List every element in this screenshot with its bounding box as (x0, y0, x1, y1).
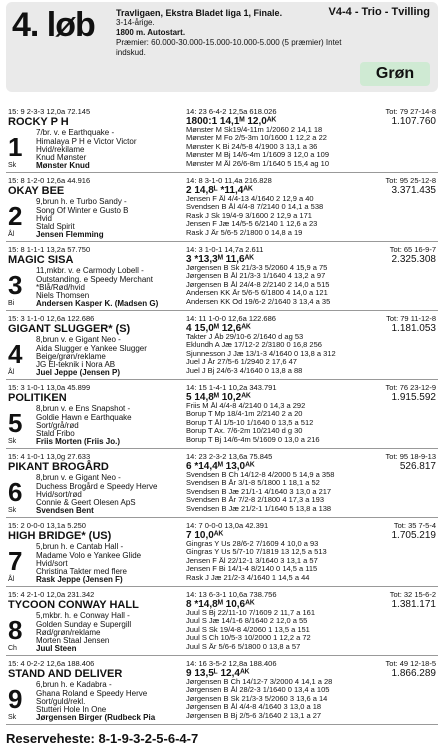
colors: Sort/guld/rekl. (36, 696, 86, 706)
career-earnings: 526.817 (399, 461, 436, 473)
start-line: Juel J År 27/5-6 1/2940 2 17,6 47 (186, 358, 297, 367)
colors: Rød/grøn/reklame (36, 627, 101, 637)
pedigree-line1: 8,brun v. e Gigant Neo - (36, 335, 121, 345)
owner: Stald Fribo (36, 429, 75, 439)
start-line: Eklundh A Jæ 17/12-2 2/3180 0 16,8 256 (186, 341, 322, 350)
driver: Juel Jeppe (Jensen P) (36, 368, 121, 378)
horse-pedigree (8, 198, 183, 239)
horse-name: HIGH BRIDGE* (US) (8, 530, 112, 543)
game-type: V4-4 - Trio - Tvilling (328, 6, 430, 18)
start-line: Juul S Bj 22/11-10 7/1609 2 11,7 a 161 (186, 609, 315, 617)
career-earnings: 1.915.592 (391, 392, 436, 404)
horse-info (8, 177, 183, 240)
pedigree-line2: Goldie Hawn e Earthquake (36, 412, 132, 422)
career-stats: Tot: 32 15-6-2 (389, 590, 436, 599)
trainer-track: Sk (8, 437, 17, 445)
recent-starts (186, 678, 438, 720)
start-number: 6 (8, 477, 23, 507)
start-line: Juul S År 5/6-6 5/1800 0 13,8 a 57 (186, 642, 301, 651)
start-line: Rask J Sk 19/4-9 3/1600 2 12,9 a 171 (186, 211, 312, 220)
start-number: 4 (8, 339, 23, 369)
race-info-line1: Travligaen, Ekstra Bladet liga 1, Finale. (116, 8, 283, 18)
driver: Jensen Flemming (36, 230, 104, 240)
pedigree-line1: 11,mkbr. v. e Carmody Lobell - (36, 266, 144, 276)
start-line: Svendsen B År 7/2-8 2/1800 4 17,3 a 193 (186, 496, 325, 505)
pedigree-line2: Golden Sunday e Supergill (36, 619, 132, 629)
driver: Andersen Kasper K. (Madsen G) (36, 299, 159, 309)
start-line: Sjunnesson J Jæ 13/1-3 4/1640 0 13,8 a 312 (186, 349, 336, 358)
start-line: Rask J Jæ 21/2-3 4/1640 1 14,5 a 44 (186, 573, 310, 582)
horse-pedigree (8, 474, 183, 515)
start-line: Borup T Ax. 7/6-2m 10/2140 d g 30 (186, 427, 303, 436)
horse-info (8, 522, 183, 585)
prior-year-stats: 14: 3 1-0-1 14,7a 2.611 (186, 245, 264, 254)
colors: Hvid/sort/rød (36, 489, 82, 499)
horse-info (8, 453, 183, 516)
horse-name: PIKANT BROGÅRD (8, 461, 109, 474)
season-record (186, 660, 336, 679)
pedigree-line1: 7/br. v. e Earthquake - (36, 128, 115, 138)
start-number: 7 (8, 546, 23, 576)
pedigree-line2: Ghana Roland e Speedy Herve (36, 688, 148, 698)
season-record (186, 384, 336, 403)
start-line: Jørgensen B Sk 21/3-3 5/2060 3 13,6 a 14 (186, 694, 328, 703)
career-earnings: 2.325.308 (391, 254, 436, 266)
start-line: Jørgensen B Ål 24/4-8 2/2140 2 14,0 a 515 (186, 280, 330, 289)
year-stats: 15: 4 2-1-0 12,0a 231.342 (8, 590, 95, 599)
start-line: Mønster M Ål 26/6-8m 1/1640 5 15,4 ag 10 (186, 159, 329, 168)
horse-entry (6, 380, 438, 449)
start-line: Rask J År 5/6-5 2/1800 0 14,8 a 19 (186, 228, 303, 237)
year-stats: 15: 3 1-1-0 12,6a 122.686 (8, 314, 95, 323)
career-stats: Tot: 95 18-9-13 (385, 452, 436, 461)
horse-entry (6, 311, 438, 380)
driver: Friis Morten (Friis Jo.) (36, 437, 121, 447)
driver: Jørgensen Birger (Rudbeck Pia (36, 713, 156, 723)
start-line: Jørgensen B Ch 14/12-7 3/2000 4 14,1 a 28 (186, 678, 333, 686)
trainer-track: Sk (8, 161, 17, 169)
pedigree-line2: Song Of Winter e Gusto B (36, 205, 129, 215)
start-line: Mønster M Sk19/4-11m 1/2060 2 14,1 18 (186, 126, 323, 134)
horse-pedigree (8, 267, 183, 308)
trainer-track: Sk (8, 506, 17, 514)
start-line: Svendsen B Ål 4/4-8 7/2140 0 14,1 a 538 (186, 203, 324, 212)
career-earnings: 1.705.219 (391, 530, 436, 542)
year-stats: 15: 4 0-2-2 12,6a 188.406 (8, 659, 95, 668)
prior-year-stats: 14: 13 6-3-1 10,6a 738.756 (186, 590, 277, 599)
pedigree-line1: 6,brun h. e Kadabra - (36, 680, 112, 690)
prior-year-stats: 14: 23 2-3-2 13,6a 75.845 (186, 452, 273, 461)
recent-starts (186, 126, 438, 168)
trainer-track: Ål (8, 230, 15, 238)
colors: Hvid/sort (36, 558, 68, 568)
pedigree-line2: Duchess Brogård e Speedy Herve (36, 481, 158, 491)
post-and-records: 5 14,8ᴹ 10,2ᴬᴷ (186, 392, 251, 404)
start-line: Juul S Jæ 14/1-6 8/1640 2 12,0 a 55 (186, 617, 308, 626)
trainer-track: Bi (8, 299, 15, 307)
start-line: Svendsen B Ch 14/12-8 4/2000 5 14,9 a 358 (186, 471, 335, 479)
recent-starts (186, 471, 438, 513)
year-stats: 15: 9 2-3-3 12,0a 72.145 (8, 107, 91, 116)
start-line: Andersen KK Od 19/6-2 2/1640 3 13,4 a 35 (186, 297, 331, 306)
reserve-horses: Reserveheste: 8-1-9-3-2-5-6-4-7 (6, 731, 199, 746)
season-record (186, 177, 336, 196)
driver: Mønster Knud (36, 161, 90, 171)
race-info-line4: Præmier: 60.000-30.000-15.000-10.000-5.000 (5 præmier) Intet indskud. (116, 38, 342, 57)
year-stats: 15: 4 1-0-1 13,0g 27.633 (8, 452, 91, 461)
season-record (186, 453, 336, 472)
start-line: Svendsen B Jæ 21/2-1 1/1640 5 13,8 a 138 (186, 504, 332, 513)
start-line: Juul S Ch 10/5-3 10/2000 1 12,2 a 72 (186, 634, 311, 643)
horse-pedigree (8, 543, 183, 584)
horse-entry (6, 518, 438, 587)
season-record (186, 522, 336, 541)
owner: Stald Spirit (36, 222, 75, 232)
pedigree-line1: 5,brun h. e Cantab Hall - (36, 542, 124, 552)
career-earnings: 1.866.289 (391, 668, 436, 680)
horse-info (8, 660, 183, 723)
start-number: 8 (8, 615, 23, 645)
start-line: Gingras Y Us 5/7-10 7/1819 13 12,5 a 513 (186, 548, 327, 557)
career-stats: Tot: 79 27-14-8 (385, 107, 436, 116)
horse-name: TYCOON CONWAY HALL (8, 599, 139, 612)
race-info-line2: 3-14-årige. (116, 18, 155, 27)
horse-entry (6, 173, 438, 242)
start-line: Jørgensen B Ål 28/2-3 1/1640 0 13,4 a 105 (186, 686, 330, 695)
start-number: 2 (8, 201, 23, 231)
career-stats: Tot: 95 25-12-8 (385, 176, 436, 185)
post-and-records: 3 *13,3ᴹ 11,6ᴬᴷ (186, 254, 255, 266)
pedigree-line1: 8,brun v. e Ens Snapshot - (36, 404, 131, 414)
horse-name: MAGIC SISA (8, 254, 74, 267)
horse-name: POLITIKEN (8, 392, 67, 405)
post-and-records: 4 15,0ᴹ 12,6ᴬᴷ (186, 323, 251, 335)
colors: Sort/grå/rød (36, 420, 79, 430)
start-line: Andersen KK År 5/6-5 6/1800 4 14,0 a 121 (186, 289, 328, 298)
horse-entry (6, 242, 438, 311)
driver: Juul Steen (36, 644, 77, 654)
post-and-records: 6 *14,4ᴹ 13,0ᴬᴷ (186, 461, 255, 473)
race-header (6, 2, 438, 92)
horse-name: STAND AND DELIVER (8, 668, 123, 681)
owner: Niels Thomsen (36, 291, 90, 301)
recent-starts (186, 402, 438, 444)
year-stats: 15: 3 1-0-1 13,0a 45.899 (8, 383, 91, 392)
start-line: Juul S Sk 19/4-8 4/2060 1 13,5 a 151 (186, 625, 310, 634)
start-number: 3 (8, 270, 23, 300)
pedigree-line2: Aida Slugger e Yankee Slugger (36, 343, 147, 353)
prior-year-stats: 14: 23 6-4-2 12,5a 618.026 (186, 107, 277, 116)
recent-starts (186, 540, 438, 582)
start-number: 5 (8, 408, 23, 438)
post-and-records: 7 10,0ᴬᴷ (186, 530, 224, 542)
career-earnings: 1.381.171 (391, 599, 436, 611)
career-earnings: 1.181.053 (391, 323, 436, 335)
start-line: Svendsen B Jæ 21/1-1 4/1640 3 13,0 a 217 (186, 487, 332, 496)
career-stats: Tot: 35 7-5-4 (393, 521, 436, 530)
season-record (186, 315, 336, 334)
pedigree-line1: 5,mkbr. h. e Conway Hall - (36, 611, 130, 621)
start-line: Juel J Bj 24/6-3 4/1640 0 13,8 a 88 (186, 366, 303, 375)
owner: JG El-teknik i Nora AB (36, 360, 116, 370)
start-line: Mønster M Bj 14/6-4m 1/1609 3 12,0 a 109 (186, 151, 329, 160)
start-line: Borup T Ål 1/5-10 1/1640 0 13,5 a 512 (186, 418, 314, 427)
start-line: Gingras Y Us 28/6-2 7/1609 4 10,0 a 93 (186, 540, 319, 548)
career-stats: Tot: 65 16-9-7 (389, 245, 436, 254)
horse-info (8, 246, 183, 309)
trainer-track: Ch (8, 644, 17, 652)
trainer-track: Ål (8, 575, 15, 583)
year-stats: 15: 8 1-2-0 12,6a 44.916 (8, 176, 91, 185)
post-and-records: 8 *14,8ᴹ 10,6ᴬᴷ (186, 599, 255, 611)
colors: Beige/grøn/reklame (36, 351, 106, 361)
owner: Morten Staal Jensen (36, 636, 110, 646)
prior-year-stats: 14: 11 1-0-0 12,6a 122.686 (186, 314, 276, 323)
start-line: Mønster K Bi 24/5-8 4/1900 3 13,1 a 36 (186, 142, 318, 151)
horse-pedigree (8, 681, 183, 722)
career-stats: Tot: 79 11-12-8 (386, 314, 436, 323)
track-badge: Grøn (360, 62, 430, 86)
owner: Connie & Geert Olesen ApS (36, 498, 136, 508)
year-stats: 15: 2 0-0-0 13,1a 5.250 (8, 521, 86, 530)
career-stats: Tot: 49 12-18-5 (385, 659, 436, 668)
start-line: Jensen F Jæ 14/5-5 6/2140 1 12,6 a 23 (186, 220, 318, 229)
start-line: Borup T Mp 18/4-1m 2/2140 2 a 20 (186, 410, 303, 419)
start-line: Jørgensen B Ål 4/4-8 4/1640 3 13,0 a 18 (186, 703, 322, 712)
horse-info (8, 315, 183, 378)
horse-entry (6, 449, 438, 518)
recent-starts (186, 195, 438, 237)
pedigree-line1: 8,brun v. e Gigant Neo - (36, 473, 121, 483)
colors: *Blå/Rød/hvid (36, 282, 85, 292)
trainer-track: Ål (8, 368, 15, 376)
prior-year-stats: 14: 7 0-0-0 13,0a 42.391 (186, 521, 269, 530)
prior-year-stats: 14: 16 3-5-2 12,8a 188.406 (186, 659, 277, 668)
horse-info (8, 108, 183, 171)
start-line: Jørgensen B Bj 2/5-6 3/1640 2 13,1 a 27 (186, 711, 322, 720)
pedigree-line2: Outstanding. e Speedy Merchant (36, 274, 153, 284)
driver: Svendsen Bent (36, 506, 94, 516)
season-record (186, 108, 336, 127)
start-line: Jørgensen B Ål 21/3-3 1/1640 4 13,2 a 97 (186, 272, 326, 281)
start-line: Mønster M Fo 2/5-3m 10/1600 1 12,2 a 22 (186, 134, 327, 143)
start-number: 1 (8, 132, 23, 162)
post-and-records: 2 14,8ᴸ *11,4ᴬᴷ (186, 185, 253, 197)
season-record (186, 246, 336, 265)
start-line: Jensen F Ål 4/4-13 4/1640 2 12,9 a 40 (186, 195, 314, 203)
owner: Stutteri Hole In One (36, 705, 107, 715)
prior-year-stats: 14: 8 3-1-0 11,4a 216.828 (186, 176, 272, 185)
start-line: Borup T Bj 14/6-4m 5/1609 0 13,0 a 216 (186, 435, 320, 444)
horse-pedigree (8, 129, 183, 170)
race-title: 4. løb (12, 6, 95, 44)
career-earnings: 3.371.435 (391, 185, 436, 197)
horse-pedigree (8, 405, 183, 446)
recent-starts (186, 609, 438, 651)
horse-pedigree (8, 612, 183, 653)
pedigree-line2: Himalaya P H e Victor Victor (36, 136, 137, 146)
year-stats: 15: 8 1-1-1 13,2a 57.750 (8, 245, 91, 254)
horse-pedigree (8, 336, 183, 377)
pedigree-line2: Madame Volo e Yankee Glide (36, 550, 142, 560)
season-record (186, 591, 336, 610)
horse-info (8, 591, 183, 654)
race-info-line3: 1800 m. Autostart. (116, 28, 186, 37)
horse-name: GIGANT SLUGGER* (S) (8, 323, 131, 336)
recent-starts (186, 333, 438, 375)
start-line: Jensen F Ål 22/12-1 3/1640 3 13,1 a 57 (186, 556, 318, 565)
start-line: Jensen F Bi 14/1-4 8/2140 0 14,5 a 115 (186, 565, 318, 574)
driver: Rask Jeppe (Jensen F) (36, 575, 123, 585)
horse-entry (6, 104, 438, 173)
colors: Hvid/rekilame (36, 144, 85, 154)
owner: Christina Takter med flere (36, 567, 127, 577)
pedigree-line1: 9,brun h. e Turbo Sandy - (36, 197, 127, 207)
start-number: 9 (8, 684, 23, 714)
start-line: Svendsen B År 3/1-8 5/1800 1 18,1 a 52 (186, 479, 320, 488)
colors: Hvid (36, 213, 53, 223)
trainer-track: Sk (8, 713, 17, 721)
start-line: Takter J Åb 29/10-6 2/1640 d ag 53 (186, 333, 304, 341)
recent-starts (186, 264, 438, 306)
start-line: Jørgensen B Sk 21/3-3 5/2060 4 15,9 a 75 (186, 264, 328, 272)
horse-entry (6, 587, 438, 656)
horse-name: ROCKY P H (8, 116, 69, 129)
horse-name: OKAY BEE (8, 185, 65, 198)
owner: Knud Mønster (36, 153, 87, 163)
start-line: Friis M Ål 4/4-8 4/2140 0 14,3 a 292 (186, 402, 306, 410)
horse-info (8, 384, 183, 447)
career-earnings: 1.107.760 (391, 116, 436, 128)
post-and-records: 9 13,5ᴸ 12,4ᴬᴷ (186, 668, 250, 680)
career-stats: Tot: 76 23-12-9 (385, 383, 436, 392)
prior-year-stats: 14: 15 1-4-1 10,2a 343.791 (186, 383, 277, 392)
post-and-records: 1800:1 14,1ᴹ 12,0ᴬᴷ (186, 116, 277, 128)
horse-entry (6, 656, 438, 725)
